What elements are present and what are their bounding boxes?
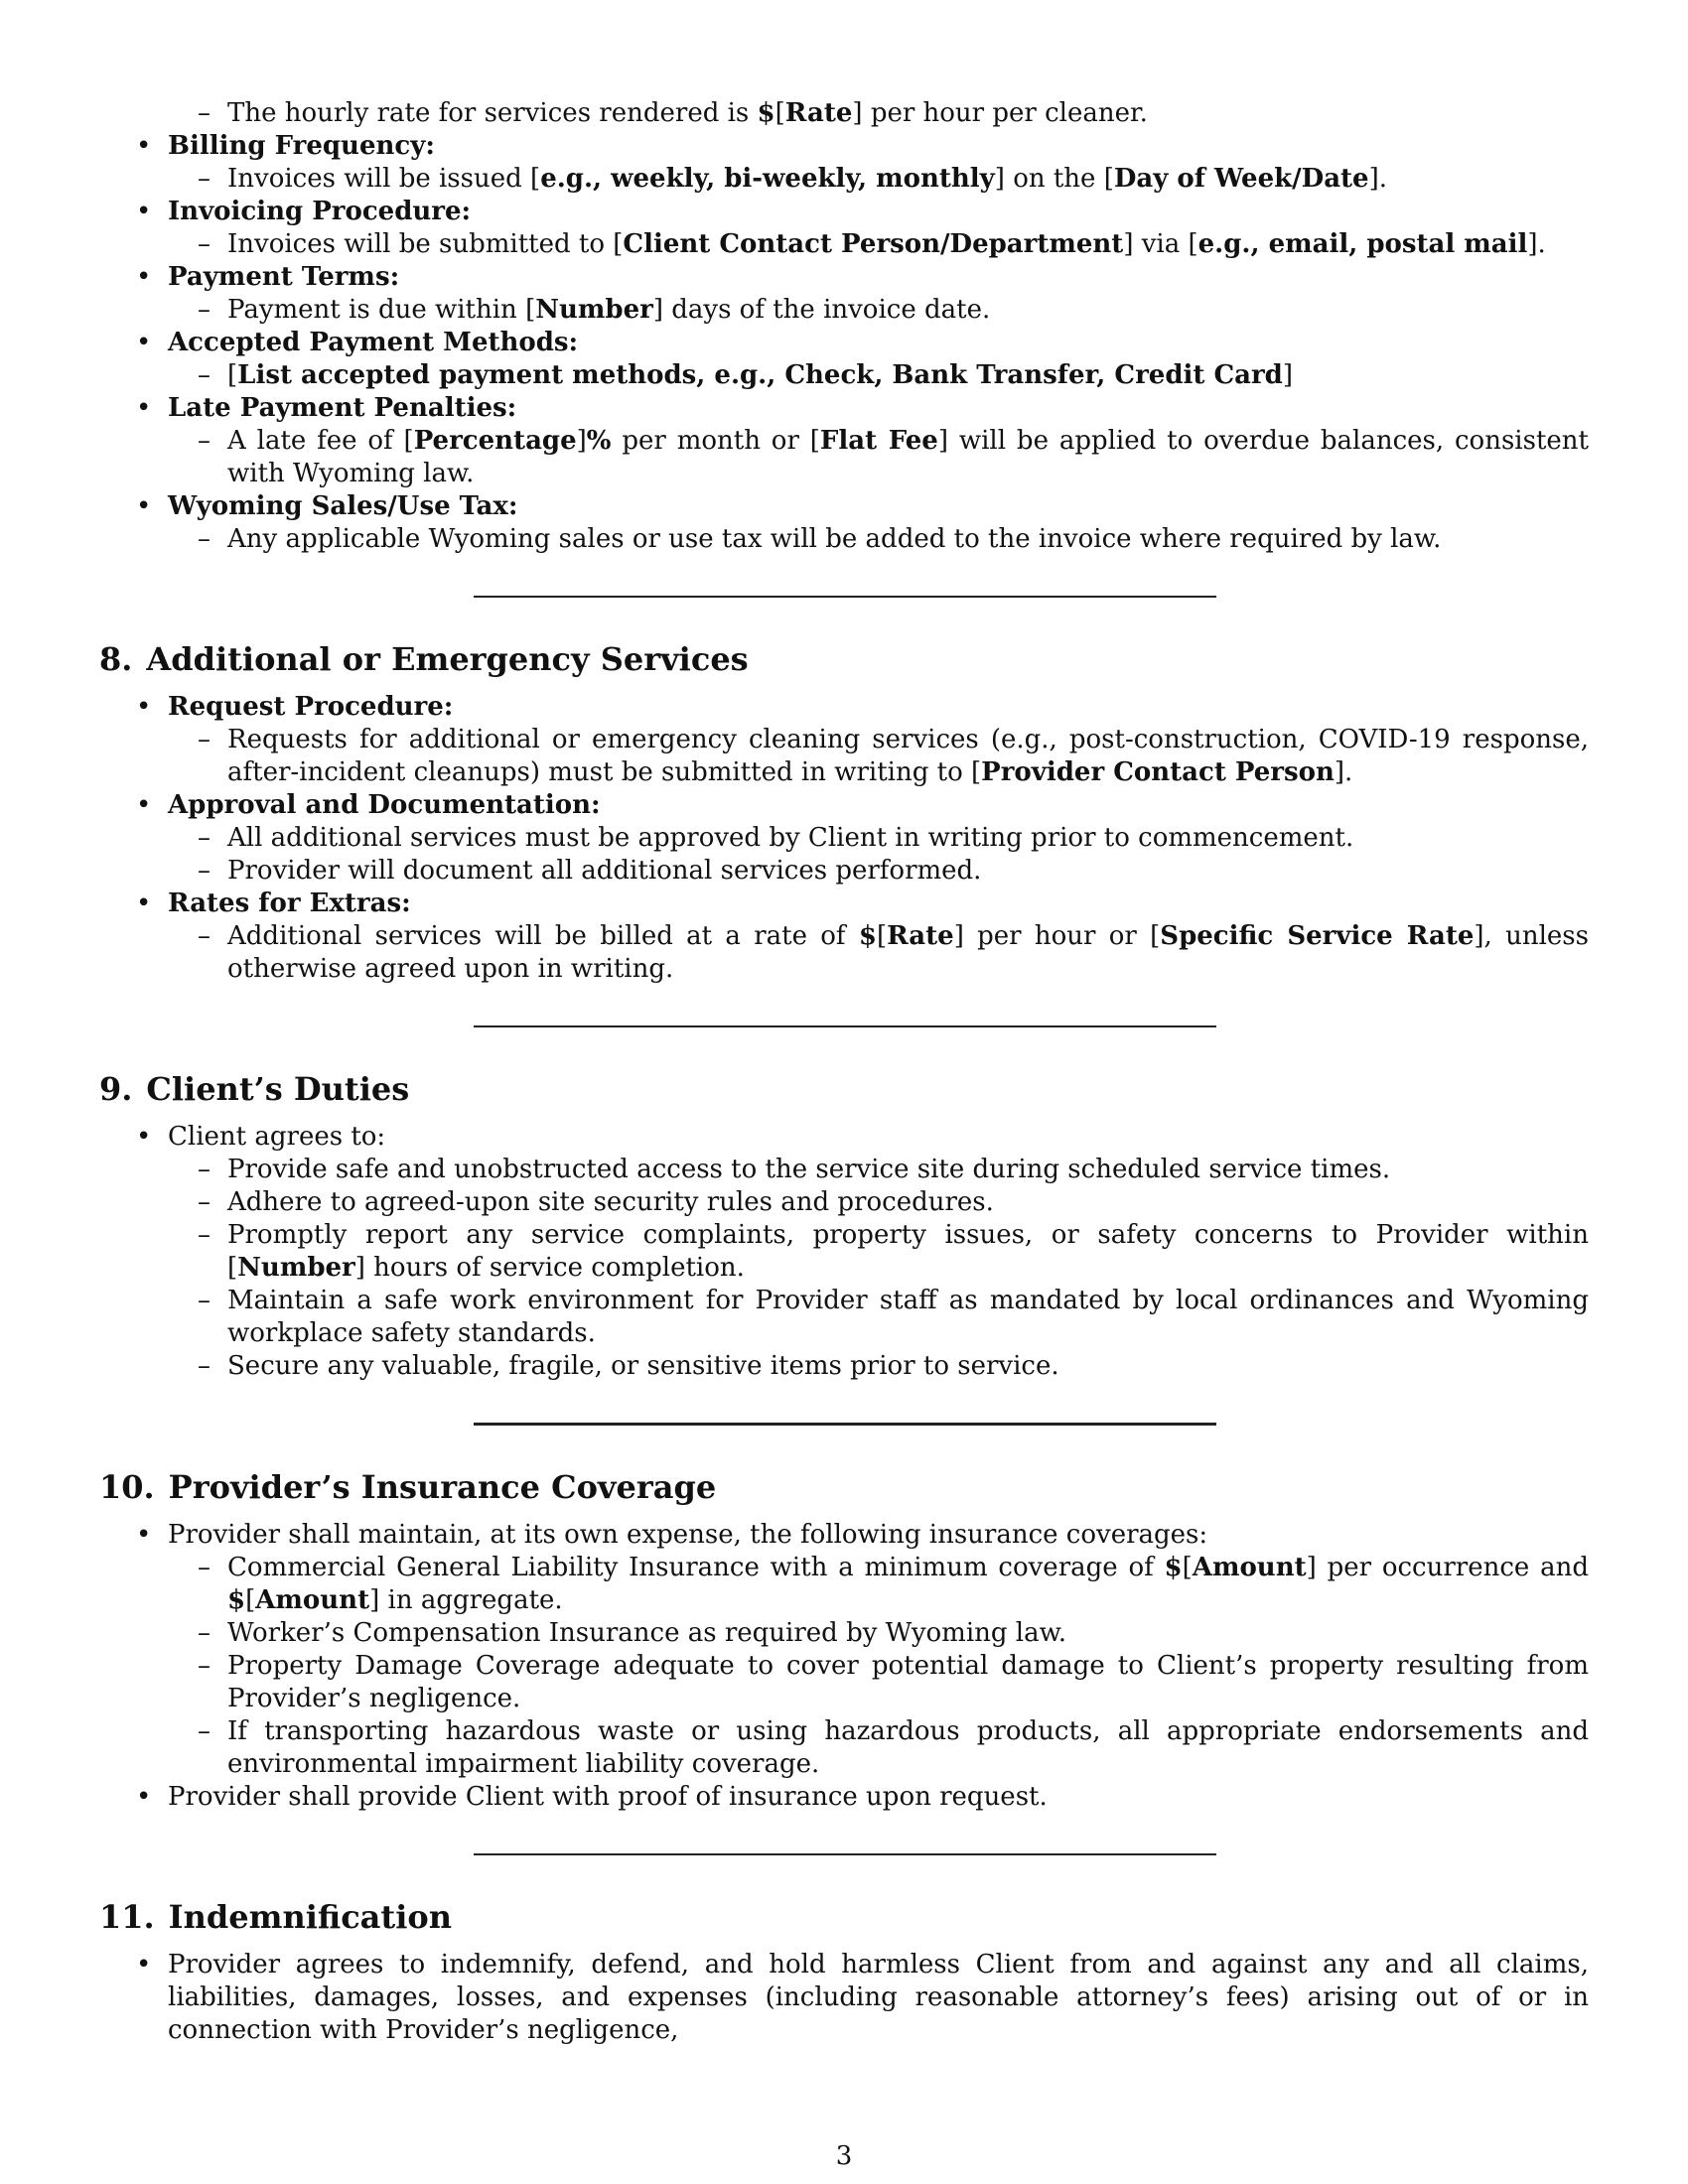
section-title: Indemnification [168,1898,452,1936]
list-item [99,1781,1589,1814]
section-list [99,691,1589,986]
bullet-marker: • [136,131,152,161]
item-label: Wyoming Sales/Use Tax: [168,491,518,521]
bullet-marker: • [136,1782,152,1812]
dash-marker: – [198,360,211,390]
section-title: Additional or Emergency Services [146,640,749,678]
section-list [99,1949,1589,2047]
item-label: Accepted Payment Methods: [168,328,579,357]
sub-item: – Invoices will be submitted to [Client Contact Person/Department] via [e.g., email, postal mail]. [198,229,1546,259]
list-item [99,789,1589,887]
sub-list [168,523,1589,556]
list-item [99,261,1589,327]
placeholder-text: Amount [255,1585,370,1615]
bold-text: $ [757,98,775,128]
item-label: Rates for Extras: [168,888,411,918]
bullet-marker: • [136,692,152,722]
sub-item: – Adhere to agreed-upon site security rules and procedures. [198,1187,994,1217]
sub-item: – Property Damage Coverage adequate to cover potential damage to Client’s property resulting from Provider’s negligence. [198,1651,1589,1713]
sub-item: – A late fee of [Percentage]% per month or [Flat Fee] will be applied to overdue balances, consistent with Wyoming law. [198,426,1589,488]
item-text: Provider shall provide Client with proof of insurance upon request. [168,1782,1048,1812]
placeholder-text: e.g., email, postal mail [1197,229,1528,259]
dash-marker: – [198,725,211,754]
sub-list [168,1552,1589,1781]
sub-list [168,1154,1589,1383]
sub-item: – Invoices will be issued [e.g., weekly, bi-weekly, monthly] on the [Day of Week/Date]. [198,164,1388,194]
dash-marker: – [198,921,211,951]
bullet-marker: • [136,491,152,521]
item-label: Payment Terms: [168,262,400,292]
section-divider [474,596,1216,598]
list-item [99,1121,1589,1383]
bullet-marker: • [136,1520,152,1550]
top-list [99,97,1589,556]
item-label: Invoicing Procedure: [168,197,472,226]
section-list [99,1121,1589,1383]
bullet-marker: • [136,393,152,423]
section-heading [99,1069,1589,1109]
dash-marker: – [198,524,211,554]
dash-marker: – [198,164,211,194]
dash-marker: – [198,1351,211,1381]
item-text: Provider shall maintain, at its own expense, the following insurance coverages: [168,1520,1208,1550]
list-item [99,196,1589,261]
sub-item: – If transporting hazardous waste or using hazardous products, all appropriate endorsements and environmental impairment liability coverage. [198,1716,1589,1779]
sub-list [168,294,1589,327]
dash-marker: – [198,1651,211,1681]
dash-marker: – [198,1618,211,1648]
placeholder-text: Percentage [413,426,577,456]
list-item [99,1949,1589,2047]
bold-text: $ [1164,1553,1183,1582]
sub-list [168,228,1589,261]
bullet-marker: • [136,197,152,226]
list-item [99,1519,1589,1781]
placeholder-text: Flat Fee [819,426,938,456]
dash-marker: – [198,229,211,259]
list-item [99,392,1589,490]
placeholder-text: Amount [1192,1553,1307,1582]
sub-item: – Maintain a safe work environment for Provider staff as mandated by local ordinances and Wyoming workplace safety standards. [198,1286,1589,1348]
dash-marker: – [198,295,211,325]
bullet-marker: • [136,790,152,820]
section-divider [474,1853,1216,1855]
section-title: Provider’s Insurance Coverage [168,1468,717,1506]
placeholder-text: Specific Service Rate [1160,921,1475,951]
sub-item: – Any applicable Wyoming sales or use tax will be added to the invoice where required by law. [198,524,1442,554]
placeholder-text: Rate [784,98,853,128]
section-number: 9. [99,1070,133,1108]
sub-item: – Commercial General Liability Insurance with a minimum coverage of $[Amount] per occurrence and $[Amount] in aggregate. [198,1553,1589,1615]
item-text: Provider agrees to indemnify, defend, and hold harmless Client from and against any and all claims, liabilities, damages, losses, and expenses (including reasonable attorney’s fees) arising out of or in connection with Provider’s negligence, [168,1950,1589,2045]
dash-marker: – [198,1553,211,1582]
sub-list [168,425,1589,490]
dash-marker: – [198,1286,211,1315]
sub-item: – Worker’s Compensation Insurance as required by Wyoming law. [198,1618,1067,1648]
page-content [99,97,1589,2047]
bold-text: $ [227,1585,246,1615]
top-sub-item: – The hourly rate for services rendered is $[Rate] per hour per cleaner. [198,98,1148,128]
item-label: Approval and Documentation: [168,790,601,820]
bullet-marker: • [136,888,152,918]
bullet-marker: • [136,328,152,357]
section-list [99,1519,1589,1814]
section-number: 11. [99,1898,155,1936]
bullet-marker: • [136,1122,152,1152]
item-text: Client agrees to: [168,1122,386,1152]
sub-list [168,822,1589,887]
sub-list [168,359,1589,392]
item-label: Billing Frequency: [168,131,435,161]
placeholder-text: List accepted payment methods, e.g., Check, Bank Transfer, Credit Card [237,360,1283,390]
item-label: Late Payment Penalties: [168,393,517,423]
dash-marker: – [198,98,211,128]
dash-marker: – [198,426,211,456]
section-divider [474,1025,1216,1027]
section-number: 10. [99,1468,155,1506]
bold-text: % [586,426,612,456]
sub-list [168,163,1589,196]
sub-item: – Secure any valuable, fragile, or sensitive items prior to service. [198,1351,1059,1381]
item-label: Request Procedure: [168,692,454,722]
sub-list [168,724,1589,789]
section-heading [99,1897,1589,1937]
sub-item: – All additional services must be approved by Client in writing prior to commencement. [198,823,1354,853]
sub-item: – Additional services will be billed at a rate of $[Rate] per hour or [Specific Service Rate], unless otherwise agreed upon in writing. [198,921,1589,984]
sub-item: – Provide safe and unobstructed access to the service site during scheduled service times. [198,1155,1391,1184]
dash-marker: – [198,1716,211,1746]
sub-item: – [List accepted payment methods, e.g., Check, Bank Transfer, Credit Card] [198,360,1294,390]
placeholder-text: Rate [887,921,954,951]
sub-item: – Promptly report any service complaints, property issues, or safety concerns to Provider within [Number] hours of service completion. [198,1220,1589,1283]
dash-marker: – [198,1187,211,1217]
section-heading [99,1467,1589,1507]
placeholder-text: Number [535,295,653,325]
placeholder-text: Day of Week/Date [1113,164,1369,194]
section-heading [99,639,1589,679]
dash-marker: – [198,1155,211,1184]
page-number: 3 [835,2141,853,2171]
bullet-marker: • [136,1950,152,1979]
sub-item: – Payment is due within [Number] days of the invoice date. [198,295,991,325]
list-item [99,887,1589,986]
sub-item: – Requests for additional or emergency cleaning services (e.g., post-construction, COVID-19 response, after-incident cleanups) must be submitted in writing to [Provider Contact Person]. [198,725,1589,787]
section-divider [474,1423,1216,1426]
dash-marker: – [198,1220,211,1250]
bold-text: $ [858,921,877,951]
sub-list [168,920,1589,986]
dash-marker: – [198,823,211,853]
placeholder-text: e.g., weekly, bi-weekly, monthly [540,164,995,194]
dash-marker: – [198,856,211,886]
list-item [99,490,1589,556]
sub-item: – Provider will document all additional services performed. [198,856,982,886]
list-item [99,130,1589,196]
section-title: Client’s Duties [146,1070,410,1108]
list-item [99,691,1589,789]
list-item [99,327,1589,392]
placeholder-text: Provider Contact Person [981,757,1335,787]
bullet-marker: • [136,262,152,292]
placeholder-text: Number [237,1253,355,1283]
placeholder-text: Client Contact Person/Department [623,229,1124,259]
section-number: 8. [99,640,133,678]
